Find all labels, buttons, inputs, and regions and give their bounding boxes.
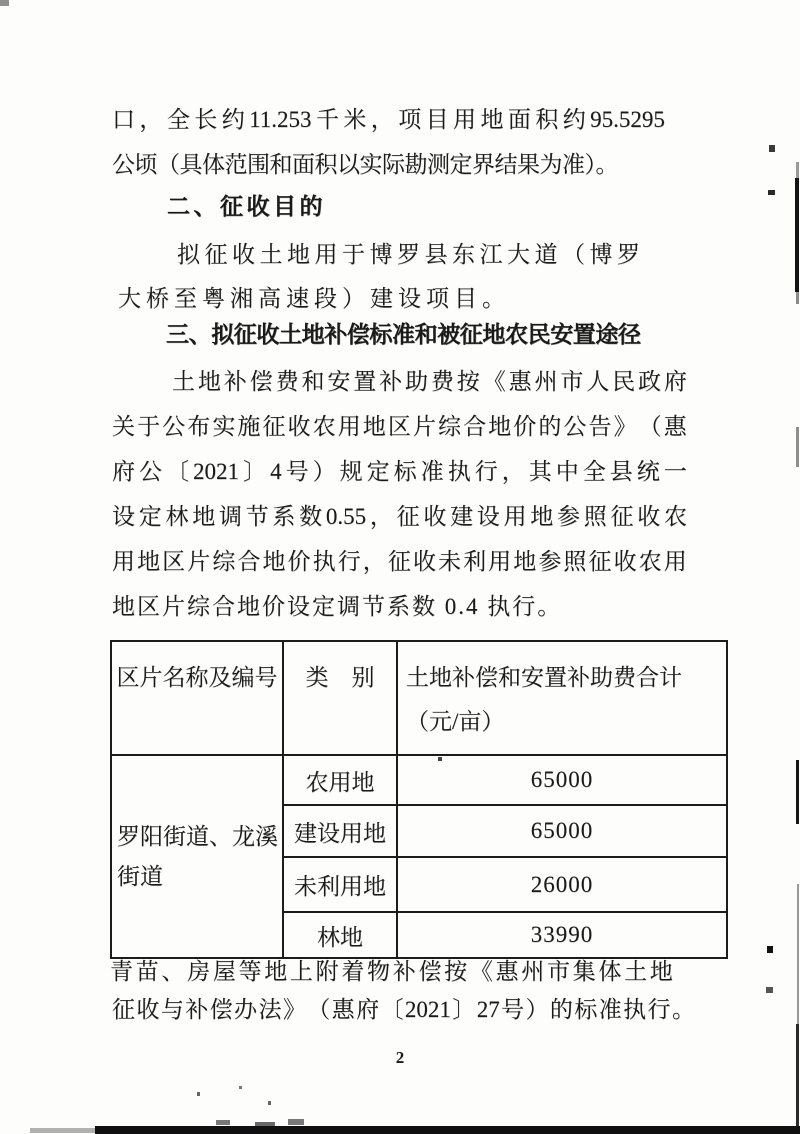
table-cell-region: 罗阳街道、龙溪街道 <box>111 755 283 958</box>
paragraph-line-8: 设 定 林 地 调 节 系 数 0.55 ， 征 收 建 设 用 地 参 照 征 收 农 <box>112 504 687 529</box>
table-header-row <box>111 641 727 755</box>
table-row <box>111 755 727 805</box>
compensation-table <box>110 640 728 959</box>
scan-mark-speck <box>438 757 442 761</box>
paragraph-line-12: 征 收 与 补 偿 办 法 》 （ 惠 府 〔 2021 〕 27 号 ） 的 标 准 执 行 。 <box>112 997 695 1022</box>
scan-mark-speck <box>767 946 773 953</box>
table-cell-value: 33990 <box>397 912 727 958</box>
paragraph-line-7: 府 公 〔 2021 〕 4 号 ） 规 定 标 准 执 行 ， 其 中 全 县 统 一 <box>112 459 687 484</box>
paragraph-line-9: 用 地 区 片 综 合 地 价 执 行 ， 征 收 未 利 用 地 参 照 征 收 农 用 <box>112 549 687 574</box>
paragraph-line-10: 地区片综合地价设定调节系数 0.4 执行。 <box>112 594 563 619</box>
section-heading-2: 二、征收目的 <box>167 194 326 219</box>
table-cell-category: 农用地 <box>283 755 397 805</box>
table-header-category: 类 别 <box>283 641 397 755</box>
table-cell-category: 建设用地 <box>283 805 397 857</box>
scan-mark-smudge <box>288 1119 304 1125</box>
scan-mark-bottom-band <box>30 1128 95 1133</box>
scan-mark-speck <box>239 1086 242 1089</box>
scan-mark-speck <box>197 1092 200 1096</box>
table-cell-category: 林地 <box>283 912 397 958</box>
scan-mark-speck <box>769 145 775 152</box>
page-number: 2 <box>395 1048 405 1067</box>
scan-mark-edge <box>796 1024 799 1134</box>
scan-mark-speck <box>766 987 773 993</box>
paragraph-line-4: 大桥至粤湘高速段）建设项目。 <box>118 286 510 311</box>
scan-mark-edge <box>797 884 799 1024</box>
section-heading-3: 三、拟征收土地补偿标准和被征地农民安置途径 <box>166 322 641 347</box>
scan-mark-edge <box>795 178 799 292</box>
table-cell-value: 26000 <box>397 857 727 912</box>
scan-mark-speck <box>768 190 775 195</box>
paragraph-line-6: 关 于 公 布 实 施 征 收 农 用 地 区 片 综 合 地 价 的 公 告 》 （ 惠 <box>112 414 687 439</box>
scan-mark-speck <box>268 1101 271 1105</box>
scan-mark-smudge <box>216 1120 230 1125</box>
scan-mark-edge <box>796 760 799 824</box>
paragraph-line-2: 公顷（具体范围和面积以实际勘测定界结果为准）。 <box>112 152 618 177</box>
paragraph-line-5: 土 地 补 偿 费 和 安 置 补 助 费 按 《 惠 州 市 人 民 政 府 <box>172 369 687 394</box>
table-header-amount: 土地补偿和安置补助费合计（元/亩） <box>397 641 727 755</box>
table-cell-value: 65000 <box>397 755 727 805</box>
paragraph-line-1: 口 ， 全 长 约 11.253 千 米 ， 项 目 用 地 面 积 约 95.5295 <box>112 107 665 132</box>
paragraph-line-3: 拟征收土地用于博罗县东江大道（博罗 <box>177 242 645 267</box>
paragraph-line-11: 青 苗 、 房 屋 等 地 上 附 着 物 补 偿 按 《 惠 州 市 集 体 土 地 <box>110 959 673 984</box>
scan-mark-corner <box>0 0 9 6</box>
scan-mark-edge <box>796 427 799 467</box>
scan-mark-bottom-band <box>95 1126 800 1134</box>
table-cell-category: 未利用地 <box>283 857 397 912</box>
scan-mark-edge <box>796 292 799 304</box>
table-header-region: 区片名称及编号 <box>111 641 283 755</box>
table-cell-value: 65000 <box>397 805 727 857</box>
